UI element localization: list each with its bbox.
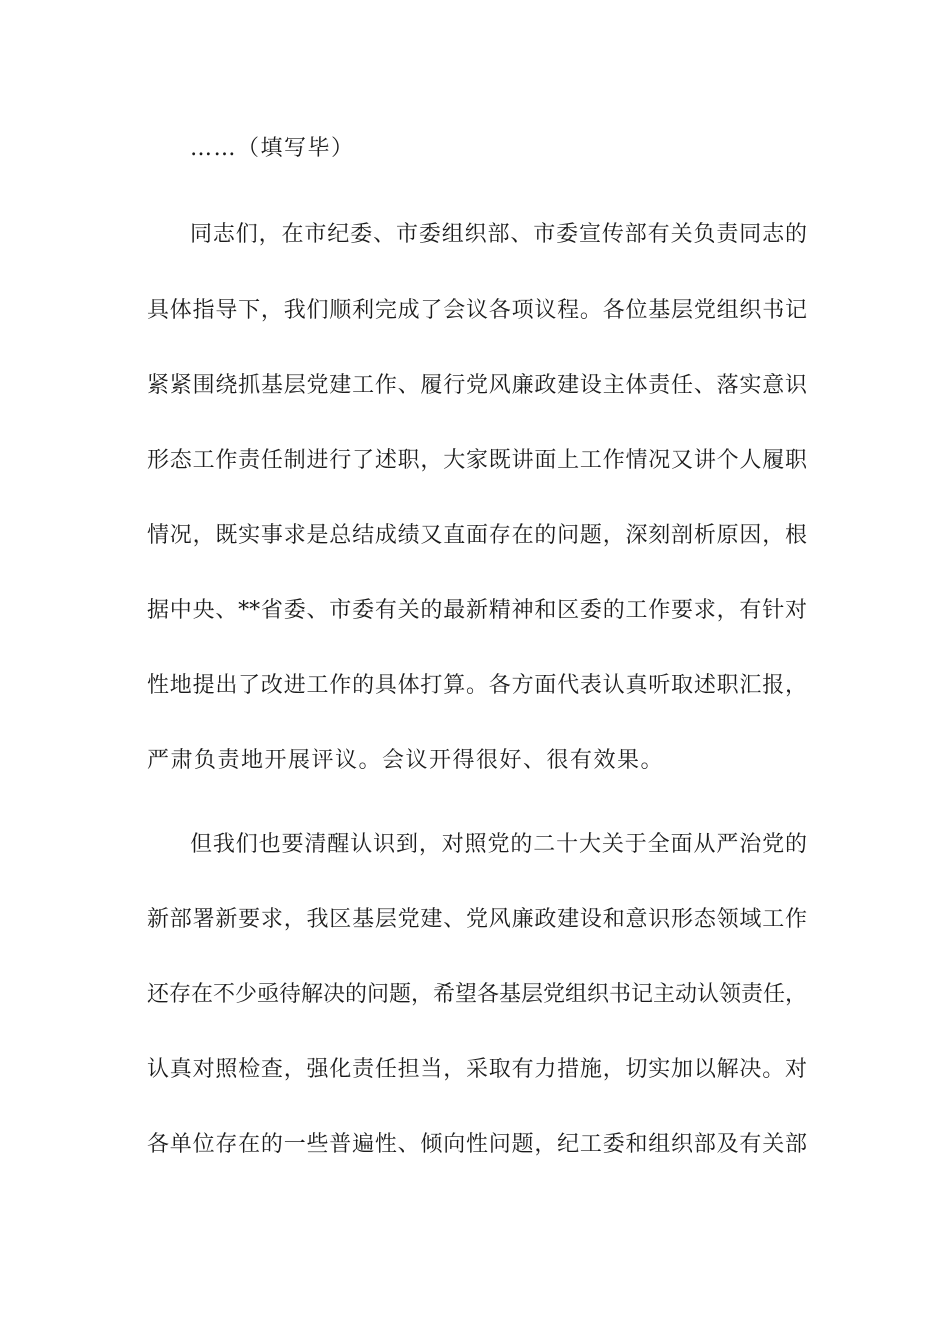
paragraph-1-line-1: 同志们，在市纪委、市委组织部、市委宣传部有关负责同志的 bbox=[190, 222, 807, 247]
paragraph-1-line-3: 紧紧围绕抓基层党建工作、履行党风廉政建设主体责任、落实意识 bbox=[147, 373, 807, 398]
paragraph-2-line-2: 新部署新要求，我区基层党建、党风廉政建设和意识形态领域工作 bbox=[147, 907, 807, 932]
paragraph-1-line-7: 性地提出了改进工作的具体打算。各方面代表认真听取述职汇报， bbox=[147, 673, 807, 698]
paragraph-2-line-5: 各单位存在的一些普遍性、倾向性问题，纪工委和组织部及有关部 bbox=[147, 1132, 807, 1157]
paragraph-1-line-2: 具体指导下，我们顺利完成了会议各项议程。各位基层党组织书记 bbox=[147, 298, 807, 323]
paragraph-1-line-4: 形态工作责任制进行了述职，大家既讲面上工作情况又讲个人履职 bbox=[147, 448, 807, 473]
paragraph-2-line-4: 认真对照检查，强化责任担当，采取有力措施，切实加以解决。对 bbox=[147, 1057, 807, 1082]
paragraph-2-line-1: 但我们也要清醒认识到，对照党的二十大关于全面从严治党的 bbox=[190, 832, 807, 857]
paragraph-2-line-3: 还存在不少亟待解决的问题，希望各基层党组织书记主动认领责任， bbox=[147, 982, 808, 1007]
paragraph-1-line-5: 情况，既实事求是总结成绩又直面存在的问题，深刻剖析原因，根 bbox=[147, 523, 807, 548]
ellipsis-note-line: ……（填写毕） bbox=[190, 136, 355, 161]
paragraph-1-line-8: 严肃负责地开展评议。会议开得很好、很有效果。 bbox=[147, 748, 665, 773]
paragraph-1-line-6: 据中央、**省委、市委有关的最新精神和区委的工作要求，有针对 bbox=[147, 598, 807, 623]
